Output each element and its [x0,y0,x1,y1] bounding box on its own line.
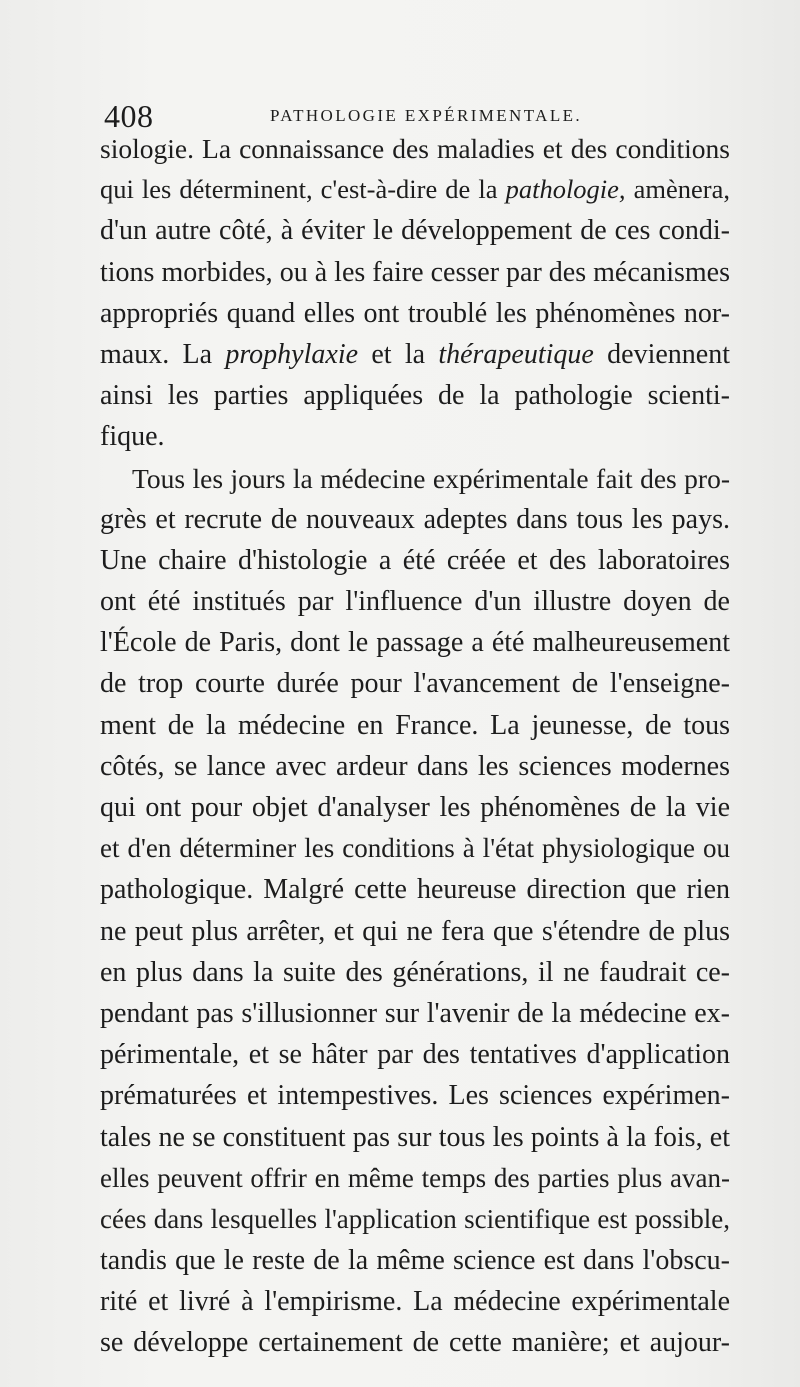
running-title: PATHOLOGIE EXPÉRIMENTALE. [270,106,583,125]
text-span: en plus dans la suite des générations, il ne faudrait ce- [100,956,730,988]
text-line [100,1034,730,1075]
text-line [100,293,730,334]
body-text [100,128,730,1364]
text-span: ont été institués par l'influence d'un illustre doyen de [100,586,730,618]
text-span: périmentale, et se hâter par des tentatives d'application [100,1039,730,1071]
text-span: appropriés quand elles ont troublé les phénomènes nor- [100,297,730,329]
text-line [100,1281,730,1322]
text-span: ment de la médecine en France. La jeunesse, de tous [100,709,730,741]
text-span: elles peuvent offrir en même temps des parties plus avan- [100,1162,730,1193]
text-line [100,540,730,581]
text-span: siologie. La connaissance des maladies et des conditions [100,133,730,164]
text-span: de trop courte durée pour l'avancement de l'enseigne- [100,668,730,700]
text-line [100,1199,730,1240]
text-span: qui ont pour objet d'analyser les phénomènes de la vie [100,792,730,823]
text-line [100,622,730,663]
text-span: pendant pas s'illusionner sur l'avenir de la médecine ex- [100,997,730,1029]
text-line [100,1240,730,1281]
text-line [100,663,730,704]
text-line [100,705,730,746]
text-span: deviennent [593,338,730,370]
text-line [100,952,730,993]
italic-term: pathologie, [505,174,626,205]
text-line [100,828,730,869]
text-span: maux. La [100,338,226,370]
text-line [100,252,730,293]
text-span: d'un autre côté, à éviter le développement de ces condi- [100,215,730,247]
text-span: tandis que le reste de la même science est dans l'obscu- [100,1245,730,1277]
text-span: ne peut plus arrêter, et qui ne fera que s'étendre de plus [100,915,730,947]
text-line [100,1158,730,1199]
text-span: côtés, se lance avec ardeur dans les sciences modernes [100,750,730,782]
text-line [100,499,730,540]
text-span: cées dans lesquelles l'application scientifique est possible, [100,1203,730,1234]
text-span: et d'en déterminer les conditions à l'état physiologique ou [100,833,730,864]
text-span: fique. [100,421,165,453]
text-span: pathologique. Malgré cette heureuse direction que rien [100,874,730,906]
text-line [100,911,730,952]
text-line [100,169,730,210]
text-line [100,1075,730,1116]
text-span: tions morbides, ou à les faire cesser par des mécanismes [100,256,730,288]
text-line [100,375,730,416]
text-line [100,746,730,787]
text-line [100,128,730,169]
text-span: rité et livré à l'empirisme. La médecine expérimentale [100,1286,730,1318]
text-span: Tous les jours la médecine expérimentale fait des pro- [132,462,730,494]
text-line [100,869,730,910]
text-line [100,993,730,1034]
paragraph-end-line [100,416,730,457]
text-line [100,787,730,828]
text-span: l'École de Paris, dont le passage a été malheureusement [100,627,730,659]
text-span: prématurées et intempestives. Les sciences expérimen- [100,1080,730,1112]
text-span: se développe certainement de cette manière; et aujour- [100,1327,730,1359]
text-span: ainsi les parties appliquées de la pathologie scienti- [100,380,730,412]
text-span: et la [358,338,439,370]
page-number: 408 [104,98,154,134]
paragraph-first-line [100,458,730,499]
text-span: amènera, [625,174,730,205]
text-line [100,210,730,251]
text-line [100,1322,730,1363]
text-line [100,581,730,622]
text-line [100,334,730,375]
text-line [100,1117,730,1158]
text-span: Une chaire d'histologie a été créée et des laboratoires [100,544,730,576]
text-span: tales ne se constituent pas sur tous les points à la fois, et [100,1121,730,1153]
italic-term: thérapeutique [438,338,594,370]
text-span: grès et recrute de nouveaux adeptes dans tous les pays. [100,503,730,535]
italic-term: prophylaxie [225,338,359,370]
text-span: qui les déterminent, c'est-à-dire de la [100,174,506,205]
